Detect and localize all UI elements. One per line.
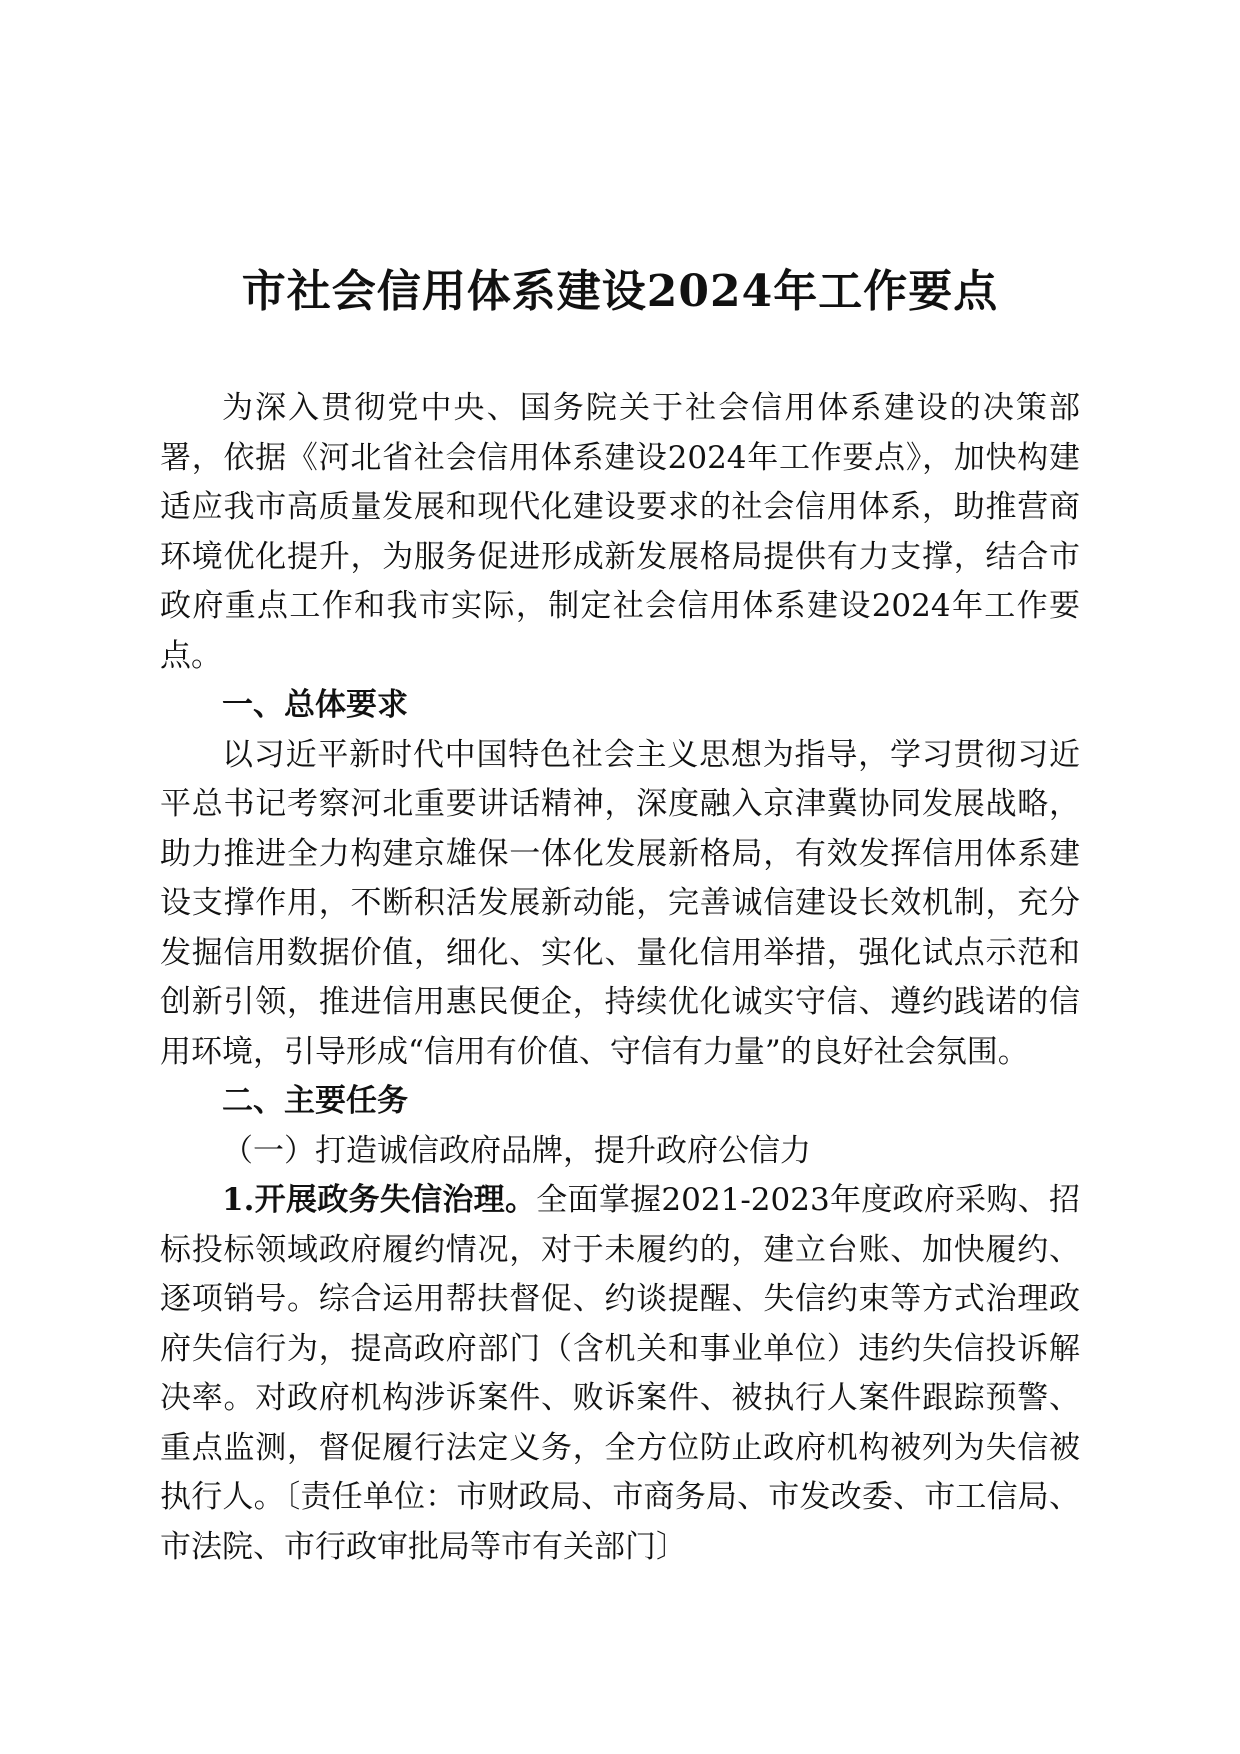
subsection-heading-credit-government: （一）打造诚信政府品牌，提升政府公信力 xyxy=(222,1132,811,1169)
section-heading-general-requirements: 一、总体要求 xyxy=(222,687,408,723)
task-item-1-text: 全面掌握2021-2023年度政府采购、招标投标领域政府履约情况，对于未履约的，建立台账、加快履约、逐项销号。综合运用帮扶督促、约谈提醒、失信约束等方式治理政府失信行为，提高政府部门（含机关和事业单位）违约失信投诉解决率。对政府机构涉诉案件、败诉案件、被执行人案件跟踪预警、重点监测，督促履行法定义务，全方位防止政府机构被列为失信被执行人。〔责任单位：市财政局、市商务局、市发改委、市工信局、市法院、市行政审批局等市有关部门〕 xyxy=(160,1182,1080,1565)
task-item-1 xyxy=(160,1176,1080,1572)
task-item-1-lead: 1.开展政务失信治理。 xyxy=(222,1182,537,1218)
intro-paragraph: 为深入贯彻党中央、国务院关于社会信用体系建设的决策部署，依据《河北省社会信用体系建设2024年工作要点》，加快构建适应我市高质量发展和现代化建设要求的社会信用体系，助推营商环境优化提升，为服务促进形成新发展格局提供有力支撑，结合市政府重点工作和我市实际，制定社会信用体系建设2024年工作要点。 xyxy=(160,390,1080,674)
document-body xyxy=(160,384,1080,1572)
document-title: 市社会信用体系建设2024年工作要点 xyxy=(241,266,999,317)
section-heading-main-tasks: 二、主要任务 xyxy=(222,1083,408,1119)
general-requirements-paragraph: 以习近平新时代中国特色社会主义思想为指导，学习贯彻习近平总书记考察河北重要讲话精神，深度融入京津冀协同发展战略，助力推进全力构建京雄保一体化发展新格局，有效发挥信用体系建设支撑作用，不断积活发展新动能，完善诚信建设长效机制，充分发掘信用数据价值，细化、实化、量化信用举措，强化试点示范和创新引领，推进信用惠民便企，持续优化诚实守信、遵约践诺的信用环境，引导形成“信用有价值、守信有力量”的良好社会氛围。 xyxy=(160,736,1080,1070)
